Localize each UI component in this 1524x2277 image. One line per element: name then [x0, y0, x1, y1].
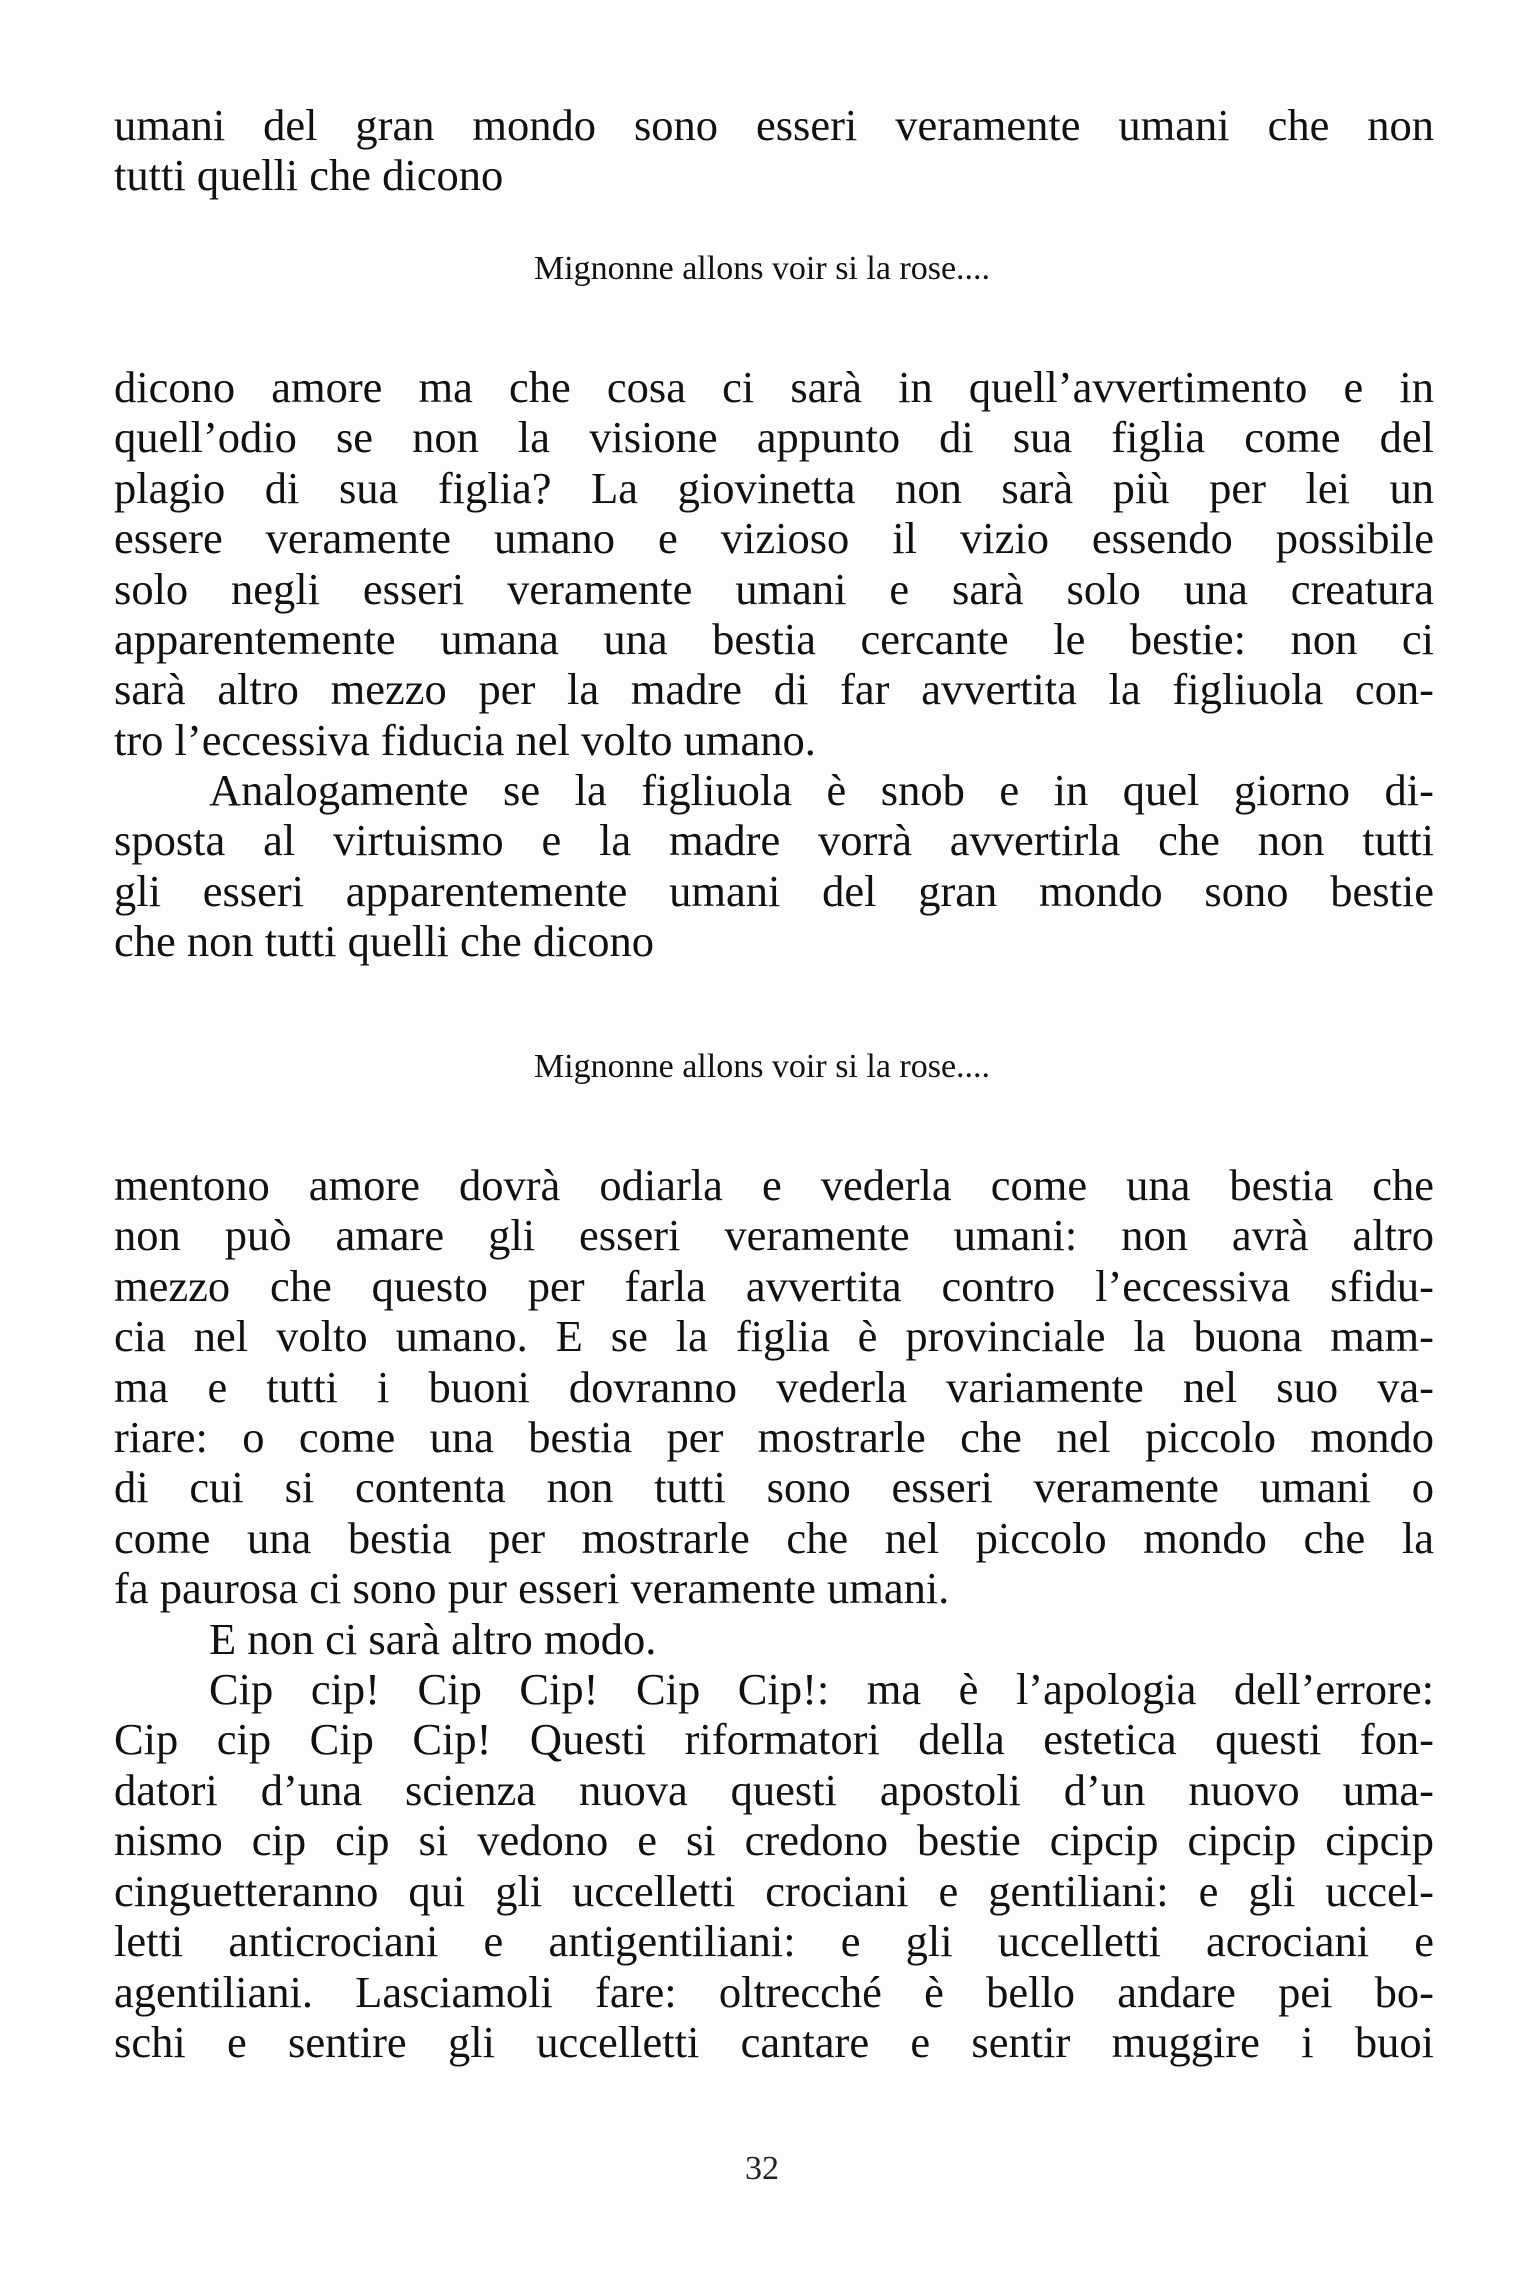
text-line: umani del gran mondo sono esseri veramente umani che non [114, 100, 1434, 150]
text-line: mentono amore dovrà odiarla e vederla come una bestia che [114, 1160, 1434, 1210]
paragraph-1 [114, 100, 1434, 201]
page-number: 32 [745, 2150, 779, 2187]
text-line: cia nel volto umano. E se la figlia è provinciale la buona mam- [114, 1311, 1434, 1362]
paragraph-5: E non ci sarà altro modo. [209, 1613, 657, 1664]
text-line: riare: o come una bestia per mostrarle che nel piccolo mondo [114, 1412, 1434, 1463]
text-line: sposta al virtuismo e la madre vorrà avvertirla che non tutti [114, 815, 1434, 866]
verse-quote-1: Mignonne allons voir si la rose.... [533, 250, 991, 287]
paragraph-3 [114, 765, 1434, 967]
text-line: tutti quelli che dicono [114, 150, 504, 201]
text-line: quell’odio se non la visione appunto di sua figlia come del [114, 412, 1434, 463]
paragraph-4 [114, 1160, 1434, 2067]
paragraph-2 [114, 362, 1434, 765]
text-line: plagio di sua figlia? La giovinetta non sarà più per lei un [114, 462, 1434, 513]
text-line: essere veramente umano e vizioso il vizio essendo possibile [114, 513, 1434, 564]
text-line: dicono amore ma che cosa ci sarà in quell’avvertimento e in [114, 362, 1434, 412]
text-line: letti anticrociani e antigentiliani: e gli uccelletti acrociani e [114, 1916, 1434, 1967]
text-line: di cui si contenta non tutti sono esseri veramente umani o [114, 1462, 1434, 1513]
text-line: non può amare gli esseri veramente umani: non avrà altro [114, 1210, 1434, 1261]
text-line: nismo cip cip si vedono e si credono bestie cipcip cipcip cipcip [114, 1815, 1434, 1866]
text-line: datori d’una scienza nuova questi apostoli d’un nuovo uma- [114, 1764, 1434, 1815]
text-line: Analogamente se la figliuola è snob e in quel giorno di- [209, 765, 1434, 815]
text-line: gli esseri apparentemente umani del gran mondo sono bestie [114, 865, 1434, 916]
text-line: cinguetteranno qui gli uccelletti crociani e gentiliani: e gli uccel- [114, 1865, 1434, 1916]
text-line: fa paurosa ci sono pur esseri veramente umani. [114, 1563, 950, 1614]
verse-quote-2: Mignonne allons voir si la rose.... [533, 1048, 991, 1085]
text-line: come una bestia per mostrarle che nel piccolo mondo che la [114, 1512, 1434, 1563]
text-line: Cip cip! Cip Cip! Cip Cip!: ma è l’apologia dell’errore: [209, 1664, 1434, 1715]
text-line: che non tutti quelli che dicono [114, 916, 655, 967]
text-line: agentiliani. Lasciamoli fare: oltrecché è bello andare pei bo- [114, 1966, 1434, 2017]
text-line: Cip cip Cip Cip! Questi riformatori della estetica questi fon- [114, 1714, 1434, 1765]
text-line: apparentemente umana una bestia cercante le bestie: non ci [114, 614, 1434, 665]
text-line: schi e sentire gli uccelletti cantare e sentir muggire i buoi [114, 2016, 1434, 2067]
text-line: sarà altro mezzo per la madre di far avvertita la figliuola con- [114, 664, 1434, 715]
text-line: solo negli esseri veramente umani e sarà solo una creatura [114, 563, 1434, 614]
text-line: ma e tutti i buoni dovranno vederla variamente nel suo va- [114, 1361, 1434, 1412]
text-line: mezzo che questo per farla avvertita contro l’eccessiva sfidu- [114, 1260, 1434, 1311]
text-line: tro l’eccessiva fiducia nel volto umano. [114, 714, 816, 765]
